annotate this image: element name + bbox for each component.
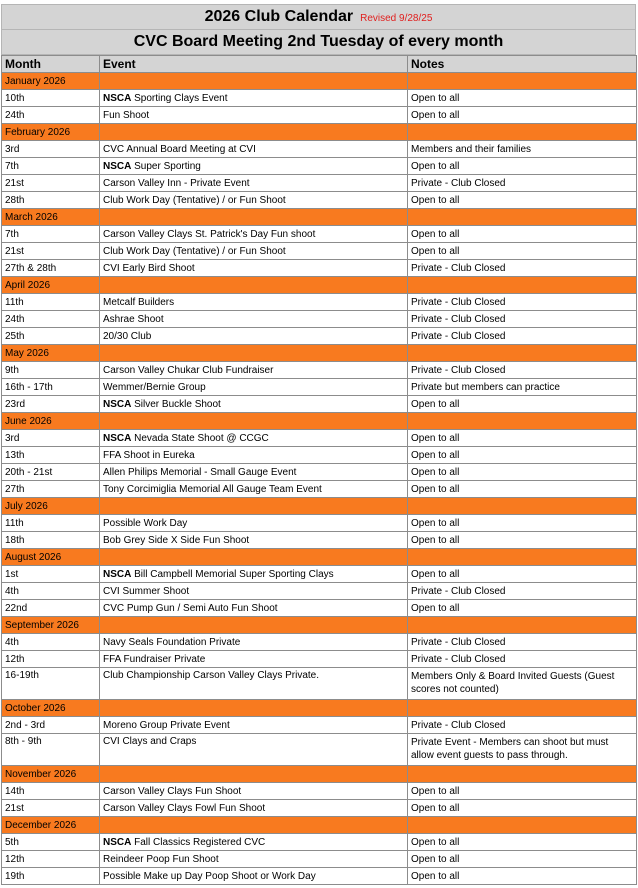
event-row	[2, 430, 637, 447]
event-title: CVI Clays and Craps	[103, 736, 197, 747]
event-title-cell	[100, 600, 408, 617]
event-notes: Open to all	[408, 430, 637, 447]
event-notes: Private - Club Closed	[408, 583, 637, 600]
event-title-cell	[100, 783, 408, 800]
event-title-cell	[100, 583, 408, 600]
event-row	[2, 260, 637, 277]
event-row	[2, 192, 637, 209]
event-row	[2, 243, 637, 260]
event-day: 21st	[2, 243, 100, 260]
month-spacer	[408, 700, 637, 717]
event-title: CVI Summer Shoot	[103, 585, 190, 597]
event-title: Tony Corcimiglia Memorial All Gauge Team Event	[103, 483, 322, 495]
month-spacer	[408, 549, 637, 566]
event-day: 21st	[2, 800, 100, 817]
event-row	[2, 362, 637, 379]
event-notes: Open to all	[408, 834, 637, 851]
month-spacer	[100, 700, 408, 717]
event-notes: Private - Club Closed	[408, 362, 637, 379]
event-title: Metcalf Builders	[103, 296, 175, 308]
event-title-cell	[100, 634, 408, 651]
event-notes: Private - Club Closed	[408, 260, 637, 277]
event-title-cell	[100, 192, 408, 209]
event-row	[2, 651, 637, 668]
event-row	[2, 90, 637, 107]
event-day: 10th	[2, 90, 100, 107]
event-title-cell	[100, 734, 408, 766]
event-title-cell	[100, 834, 408, 851]
event-day: 20th - 21st	[2, 464, 100, 481]
event-title-cell	[100, 868, 408, 885]
month-row	[2, 617, 637, 634]
month-row	[2, 124, 637, 141]
event-day: 4th	[2, 634, 100, 651]
month-spacer	[408, 817, 637, 834]
event-day: 12th	[2, 651, 100, 668]
event-row	[2, 851, 637, 868]
event-day: 7th	[2, 226, 100, 243]
event-sanction: NSCA	[103, 398, 132, 410]
month-label: November 2026	[2, 766, 100, 783]
month-label: October 2026	[2, 700, 100, 717]
event-row	[2, 734, 637, 766]
event-day: 7th	[2, 158, 100, 175]
event-notes: Open to all	[408, 566, 637, 583]
event-notes: Open to all	[408, 107, 637, 124]
event-row	[2, 141, 637, 158]
month-spacer	[100, 617, 408, 634]
month-spacer	[100, 413, 408, 430]
event-notes: Open to all	[408, 226, 637, 243]
event-title-cell	[100, 107, 408, 124]
event-row	[2, 447, 637, 464]
event-day: 25th	[2, 328, 100, 345]
event-day: 11th	[2, 294, 100, 311]
event-title-cell	[100, 447, 408, 464]
event-title: Bill Campbell Memorial Super Sporting Clays	[134, 568, 334, 580]
event-day: 14th	[2, 783, 100, 800]
month-row	[2, 277, 637, 294]
event-day: 16th - 17th	[2, 379, 100, 396]
event-title-cell	[100, 515, 408, 532]
month-spacer	[408, 209, 637, 226]
month-spacer	[100, 209, 408, 226]
event-title: Reindeer Poop Fun Shoot	[103, 853, 219, 865]
event-title-cell	[100, 851, 408, 868]
month-spacer	[408, 498, 637, 515]
event-title: Navy Seals Foundation Private	[103, 636, 241, 648]
event-day: 4th	[2, 583, 100, 600]
event-notes: Open to all	[408, 481, 637, 498]
event-title-cell	[100, 243, 408, 260]
title-bar	[1, 4, 636, 30]
month-label: September 2026	[2, 617, 100, 634]
event-day: 2nd - 3rd	[2, 717, 100, 734]
event-row	[2, 226, 637, 243]
event-title-cell	[100, 668, 408, 700]
event-title-cell	[100, 651, 408, 668]
calendar-body	[2, 73, 637, 885]
event-day: 16-19th	[2, 668, 100, 700]
event-row	[2, 481, 637, 498]
event-row	[2, 515, 637, 532]
event-notes: Private but members can practice	[408, 379, 637, 396]
event-title: Sporting Clays Event	[134, 92, 228, 104]
event-title: Ashrae Shoot	[103, 313, 164, 325]
event-day: 24th	[2, 107, 100, 124]
month-label: June 2026	[2, 413, 100, 430]
event-notes: Open to all	[408, 243, 637, 260]
page-title: 2026 Club Calendar	[204, 8, 354, 25]
event-notes: Open to all	[408, 192, 637, 209]
event-title: Allen Philips Memorial - Small Gauge Event	[103, 466, 297, 478]
event-title: Possible Work Day	[103, 517, 188, 529]
event-notes: Open to all	[408, 90, 637, 107]
event-notes: Private Event - Members can shoot but must allow event guests to pass through.	[408, 734, 637, 766]
event-notes: Open to all	[408, 396, 637, 413]
event-day: 23rd	[2, 396, 100, 413]
event-sanction: NSCA	[103, 92, 132, 104]
month-spacer	[408, 617, 637, 634]
event-title: CVC Annual Board Meeting at CVI	[103, 143, 256, 155]
event-title-cell	[100, 90, 408, 107]
event-notes: Members and their families	[408, 141, 637, 158]
month-label: July 2026	[2, 498, 100, 515]
event-title-cell	[100, 158, 408, 175]
event-title-cell	[100, 396, 408, 413]
event-row	[2, 464, 637, 481]
month-row	[2, 209, 637, 226]
event-row	[2, 379, 637, 396]
month-row	[2, 345, 637, 362]
month-spacer	[100, 345, 408, 362]
event-row	[2, 532, 637, 549]
month-label: February 2026	[2, 124, 100, 141]
event-title-cell	[100, 717, 408, 734]
event-title: Carson Valley Chukar Club Fundraiser	[103, 364, 274, 376]
event-day: 3rd	[2, 430, 100, 447]
month-row	[2, 549, 637, 566]
month-row	[2, 498, 637, 515]
event-title-cell	[100, 430, 408, 447]
header-row	[2, 56, 637, 73]
page-subtitle: CVC Board Meeting 2nd Tuesday of every month	[133, 33, 504, 50]
event-title-cell	[100, 328, 408, 345]
month-spacer	[100, 124, 408, 141]
event-sanction: NSCA	[103, 568, 132, 580]
event-title-cell	[100, 141, 408, 158]
event-title: Carson Valley Clays St. Patrick's Day Fun shoot	[103, 228, 316, 240]
event-title: CVC Pump Gun / Semi Auto Fun Shoot	[103, 602, 278, 614]
month-spacer	[408, 345, 637, 362]
event-day: 19th	[2, 868, 100, 885]
event-day: 22nd	[2, 600, 100, 617]
event-title: Possible Make up Day Poop Shoot or Work Day	[103, 870, 316, 882]
event-notes: Open to all	[408, 868, 637, 885]
month-row	[2, 700, 637, 717]
event-title: Bob Grey Side X Side Fun Shoot	[103, 534, 250, 546]
event-title-cell	[100, 481, 408, 498]
month-spacer	[100, 766, 408, 783]
event-title: Nevada State Shoot @ CCGC	[134, 432, 269, 444]
event-notes: Open to all	[408, 464, 637, 481]
event-title: Carson Valley Clays Fun Shoot	[103, 785, 242, 797]
month-row	[2, 766, 637, 783]
event-title: Carson Valley Clays Fowl Fun Shoot	[103, 802, 266, 814]
event-notes: Open to all	[408, 783, 637, 800]
column-header-event: Event	[100, 56, 408, 73]
month-row	[2, 73, 637, 90]
event-day: 24th	[2, 311, 100, 328]
event-sanction: NSCA	[103, 432, 132, 444]
event-day: 21st	[2, 175, 100, 192]
month-label: April 2026	[2, 277, 100, 294]
event-title-cell	[100, 800, 408, 817]
month-spacer	[408, 766, 637, 783]
event-title-cell	[100, 379, 408, 396]
column-header-notes: Notes	[408, 56, 637, 73]
event-title: Fall Classics Registered CVC	[134, 836, 266, 848]
event-title-cell	[100, 175, 408, 192]
event-title: Moreno Group Private Event	[103, 719, 230, 731]
event-day: 3rd	[2, 141, 100, 158]
month-label: December 2026	[2, 817, 100, 834]
month-spacer	[100, 817, 408, 834]
event-day: 1st	[2, 566, 100, 583]
revised-date: Revised 9/28/25	[360, 12, 433, 24]
month-label: August 2026	[2, 549, 100, 566]
event-notes: Private - Club Closed	[408, 311, 637, 328]
event-title-cell	[100, 311, 408, 328]
event-notes: Open to all	[408, 447, 637, 464]
event-row	[2, 107, 637, 124]
event-notes: Private - Club Closed	[408, 175, 637, 192]
event-day: 27th	[2, 481, 100, 498]
column-header-month: Month	[2, 56, 100, 73]
calendar-sheet	[1, 4, 636, 885]
month-spacer	[100, 498, 408, 515]
event-notes: Open to all	[408, 515, 637, 532]
event-day: 5th	[2, 834, 100, 851]
event-day: 12th	[2, 851, 100, 868]
month-spacer	[408, 73, 637, 90]
month-spacer	[408, 124, 637, 141]
event-notes: Open to all	[408, 851, 637, 868]
event-sanction: NSCA	[103, 160, 132, 172]
month-label: March 2026	[2, 209, 100, 226]
event-notes: Open to all	[408, 532, 637, 549]
month-spacer	[100, 549, 408, 566]
event-row	[2, 717, 637, 734]
event-sanction: NSCA	[103, 836, 132, 848]
event-title-cell	[100, 226, 408, 243]
event-title: 20/30 Club	[103, 330, 152, 342]
event-row	[2, 600, 637, 617]
event-title: Fun Shoot	[103, 109, 150, 121]
month-spacer	[408, 277, 637, 294]
event-notes: Private - Club Closed	[408, 294, 637, 311]
event-title-cell	[100, 362, 408, 379]
event-row	[2, 175, 637, 192]
event-title: Club Work Day (Tentative) / or Fun Shoot	[103, 194, 286, 206]
event-notes: Open to all	[408, 800, 637, 817]
event-notes: Private - Club Closed	[408, 634, 637, 651]
event-row	[2, 328, 637, 345]
event-row	[2, 668, 637, 700]
month-spacer	[100, 73, 408, 90]
event-day: 11th	[2, 515, 100, 532]
event-row	[2, 583, 637, 600]
event-day: 18th	[2, 532, 100, 549]
event-title-cell	[100, 294, 408, 311]
event-day: 9th	[2, 362, 100, 379]
event-title: FFA Fundraiser Private	[103, 653, 206, 665]
event-title: Silver Buckle Shoot	[134, 398, 221, 410]
event-title-cell	[100, 532, 408, 549]
event-title: Wemmer/Bernie Group	[103, 381, 206, 393]
event-notes: Private - Club Closed	[408, 717, 637, 734]
event-day: 8th - 9th	[2, 734, 100, 766]
month-row	[2, 413, 637, 430]
event-row	[2, 868, 637, 885]
event-title: CVI Early Bird Shoot	[103, 262, 195, 274]
subtitle-bar	[1, 30, 636, 55]
event-row	[2, 834, 637, 851]
event-notes: Open to all	[408, 158, 637, 175]
event-day: 13th	[2, 447, 100, 464]
event-row	[2, 311, 637, 328]
event-row	[2, 783, 637, 800]
event-day: 27th & 28th	[2, 260, 100, 277]
month-spacer	[408, 413, 637, 430]
calendar-table	[1, 55, 637, 885]
event-row	[2, 634, 637, 651]
event-title: Club Championship Carson Valley Clays Private.	[103, 670, 320, 681]
event-title: Carson Valley Inn - Private Event	[103, 177, 250, 189]
event-row	[2, 800, 637, 817]
event-row	[2, 566, 637, 583]
month-label: May 2026	[2, 345, 100, 362]
event-row	[2, 396, 637, 413]
event-title: Club Work Day (Tentative) / or Fun Shoot	[103, 245, 286, 257]
month-row	[2, 817, 637, 834]
event-notes: Members Only & Board Invited Guests (Guest scores not counted)	[408, 668, 637, 700]
event-notes: Private - Club Closed	[408, 651, 637, 668]
event-notes: Open to all	[408, 600, 637, 617]
event-notes: Private - Club Closed	[408, 328, 637, 345]
event-title: FFA Shoot in Eureka	[103, 449, 195, 461]
event-title-cell	[100, 464, 408, 481]
month-spacer	[100, 277, 408, 294]
event-title-cell	[100, 260, 408, 277]
event-title: Super Sporting	[134, 160, 201, 172]
event-row	[2, 158, 637, 175]
event-row	[2, 294, 637, 311]
month-label: January 2026	[2, 73, 100, 90]
event-day: 28th	[2, 192, 100, 209]
event-title-cell	[100, 566, 408, 583]
